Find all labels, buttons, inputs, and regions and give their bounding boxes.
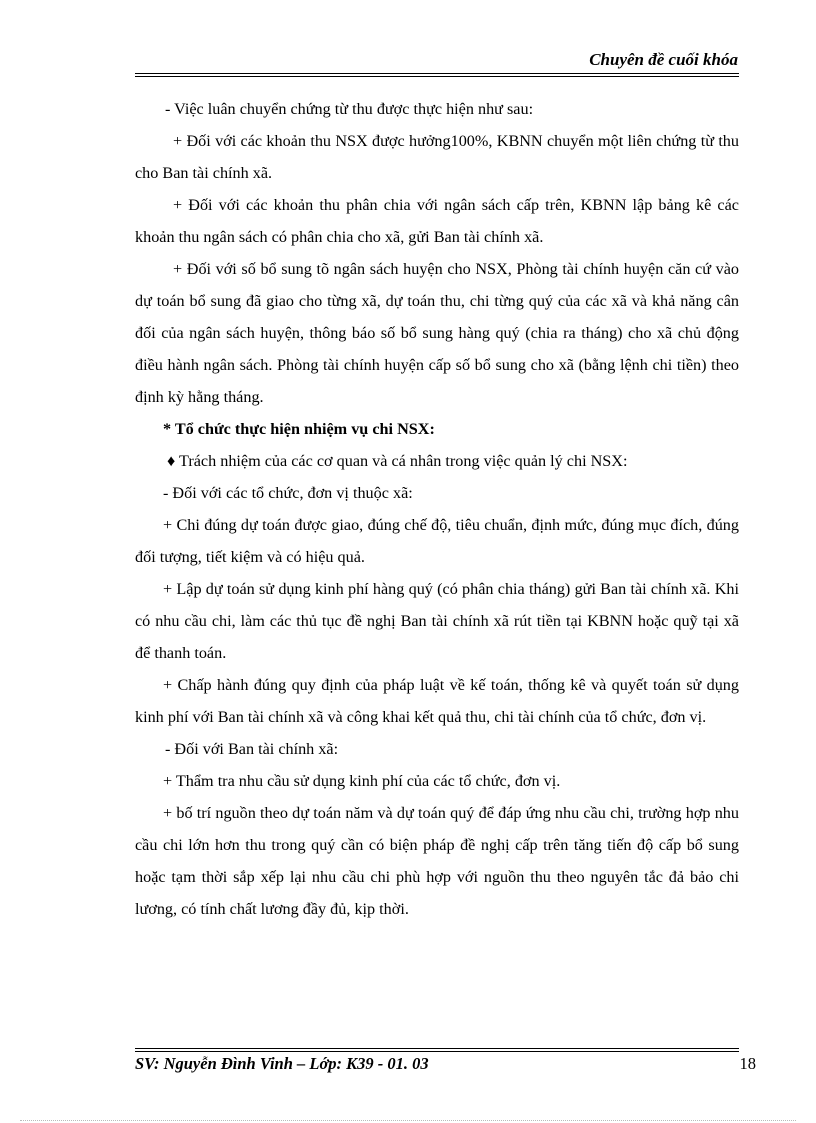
footer-rule-top xyxy=(135,1048,739,1049)
header-rule-top xyxy=(135,73,739,74)
paragraph: + Đối với số bổ sung tõ ngân sách huyện cho NSX, Phòng tài chính huyện căn cứ vào dự toán bổ sung đã giao cho từng xã, dự toán thu, chi từng quý của các xã và khả năng cân đối của ngân sách huyện, thông báo số bổ sung hàng quý (chia ra tháng) cho xã chủ động điều hành ngân sách. Phòng tài chính huyện cấp số bổ sung cho xã (bằng lệnh chi tiền) theo định kỳ hằng tháng. xyxy=(135,260,739,406)
paragraph: - Đối với Ban tài chính xã: xyxy=(165,740,339,758)
paragraph: - Việc luân chuyển chứng từ thu được thực hiện như sau: xyxy=(165,100,534,118)
paragraph: + Chi đúng dự toán được giao, đúng chế độ, tiêu chuẩn, định mức, đúng mục đích, đúng đối tượng, tiết kiệm và có hiệu quả. xyxy=(135,516,739,566)
body-text xyxy=(135,93,739,925)
footer-author: SV: Nguyễn Đình Vinh – Lớp: K39 - 01. 03 xyxy=(135,1054,429,1073)
paragraph: + bố trí nguồn theo dự toán năm và dự toán quý để đáp ứng nhu cầu chi, trường hợp nhu cầu chi lớn hơn thu trong quý cần có biện pháp đề nghị cấp trên tăng tiến độ cấp bổ sung hoặc tạm thời sắp xếp lại nhu cầu chi phù hợp với nguồn thu theo nguyên tắc đả bảo chi lương, có tính chất lương đầy đủ, kịp thời. xyxy=(135,804,739,918)
paragraph: + Đối với các khoản thu NSX được hưởng100%, KBNN chuyển một liên chứng từ thu cho Ban tài chính xã. xyxy=(135,132,739,182)
section-heading: * Tổ chức thực hiện nhiệm vụ chi NSX: xyxy=(163,420,435,438)
page-edge-divider xyxy=(20,1120,796,1121)
paragraph: ♦ Trách nhiệm của các cơ quan và cá nhân trong việc quản lý chi NSX: xyxy=(167,452,628,470)
page-number: 18 xyxy=(739,1054,756,1073)
paragraph: + Chấp hành đúng quy định của pháp luật về kế toán, thống kê và quyết toán sử dụng kinh phí với Ban tài chính xã và công khai kết quả thu, chi tài chính của tổ chức, đơn vị. xyxy=(135,676,739,726)
footer-rule-bottom xyxy=(135,1051,739,1052)
paragraph: - Đối với các tổ chức, đơn vị thuộc xã: xyxy=(163,484,413,502)
header-rule-bottom xyxy=(135,76,739,77)
paragraph: + Lập dự toán sử dụng kinh phí hàng quý (có phân chia tháng) gửi Ban tài chính xã. Khi có nhu cầu chi, làm các thủ tục đề nghị Ban tài chính xã rút tiền tại KBNN hoặc quỹ tại xã để thanh toán. xyxy=(135,580,739,662)
paragraph: + Thẩm tra nhu cầu sử dụng kinh phí của các tổ chức, đơn vị. xyxy=(163,772,561,790)
header-title: Chuyên đề cuối khóa xyxy=(589,50,738,69)
paragraph: + Đối với các khoản thu phân chia với ngân sách cấp trên, KBNN lập bảng kê các khoản thu ngân sách có phân chia cho xã, gửi Ban tài chính xã. xyxy=(135,196,739,246)
